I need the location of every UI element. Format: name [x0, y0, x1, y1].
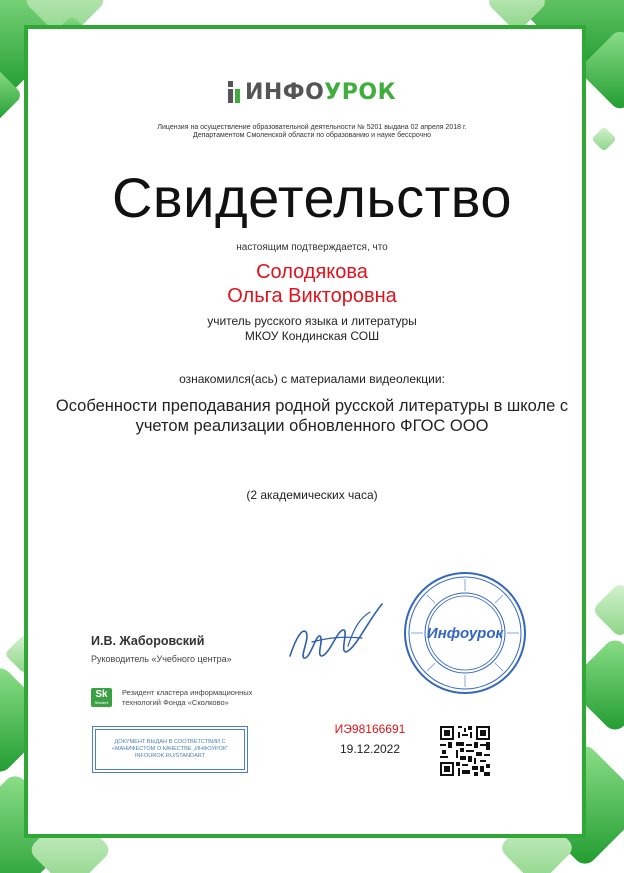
- recipient-first-name: Ольга Викторовна: [227, 285, 397, 307]
- certificate-title: Свидетельство: [111, 166, 512, 229]
- signer-name: И.В. Жаборовский: [91, 634, 205, 648]
- confirm-text: настоящим подтверждается, что: [236, 242, 388, 253]
- skolkovo-logo-sub: Resident: [94, 701, 109, 705]
- skolkovo-line-2: технологий Фонда «Сколково»: [122, 698, 229, 707]
- course-title-line-1: Особенности преподавания родной русской литературы в школе с: [55, 397, 569, 415]
- license-line-1: Лицензия на осуществление образовательной деятельности № 5201 выдана 02 апреля 2018 г.: [157, 124, 467, 131]
- license-line-2: Департаментом Смоленской области по образованию и науке бессрочно: [192, 132, 432, 139]
- manifest-line-2: «МАНИФЕСТОМ О КАЧЕСТВЕ „ИНФОУРОК": [111, 746, 229, 752]
- course-title-line-2: учетом реализации обновленного ФГОС ООО: [135, 417, 489, 435]
- signer-role: Руководитель «Учебного центра»: [91, 654, 232, 664]
- certificate-id: ИЭ98166691: [334, 722, 406, 736]
- handwritten-signature: [282, 598, 387, 673]
- logo-text-suffix: УРОК: [324, 79, 397, 105]
- logo-text-prefix: ИНФО: [244, 79, 325, 105]
- position-title: учитель русского языка и литературы: [207, 314, 417, 328]
- academic-hours: (2 академических часа): [246, 488, 378, 502]
- infourok-logo: [0, 79, 624, 105]
- recipient-position: [0, 314, 624, 344]
- manifest-line-1: ДОКУМЕНТ ВЫДАН В СООТВЕТСТВИИ С: [114, 739, 226, 745]
- familiar-text: ознакомился(ась) с материалами видеолекции:: [179, 372, 445, 386]
- course-title: [0, 396, 624, 436]
- quality-manifest-badge: [92, 726, 248, 773]
- certificate-date: 19.12.2022: [339, 742, 401, 756]
- round-stamp: [402, 570, 528, 696]
- skolkovo-logo-icon: [91, 688, 112, 707]
- manifest-line-3: INFOUROK.RU/STANDART: [134, 753, 206, 759]
- organization-name: МКОУ Кондинская СОШ: [244, 329, 380, 343]
- qr-code-icon: [440, 726, 490, 776]
- skolkovo-logo-text: Sk: [95, 689, 108, 700]
- skolkovo-line-1: Резидент кластера информационных: [122, 688, 253, 697]
- recipient-last-name: Солодякова: [256, 261, 368, 283]
- recipient-name: [0, 260, 624, 308]
- skolkovo-resident-text: [122, 688, 272, 708]
- logo-mark-icon: [228, 81, 242, 103]
- license-text: [0, 124, 624, 140]
- stamp-center-text: Инфоурок: [426, 625, 504, 642]
